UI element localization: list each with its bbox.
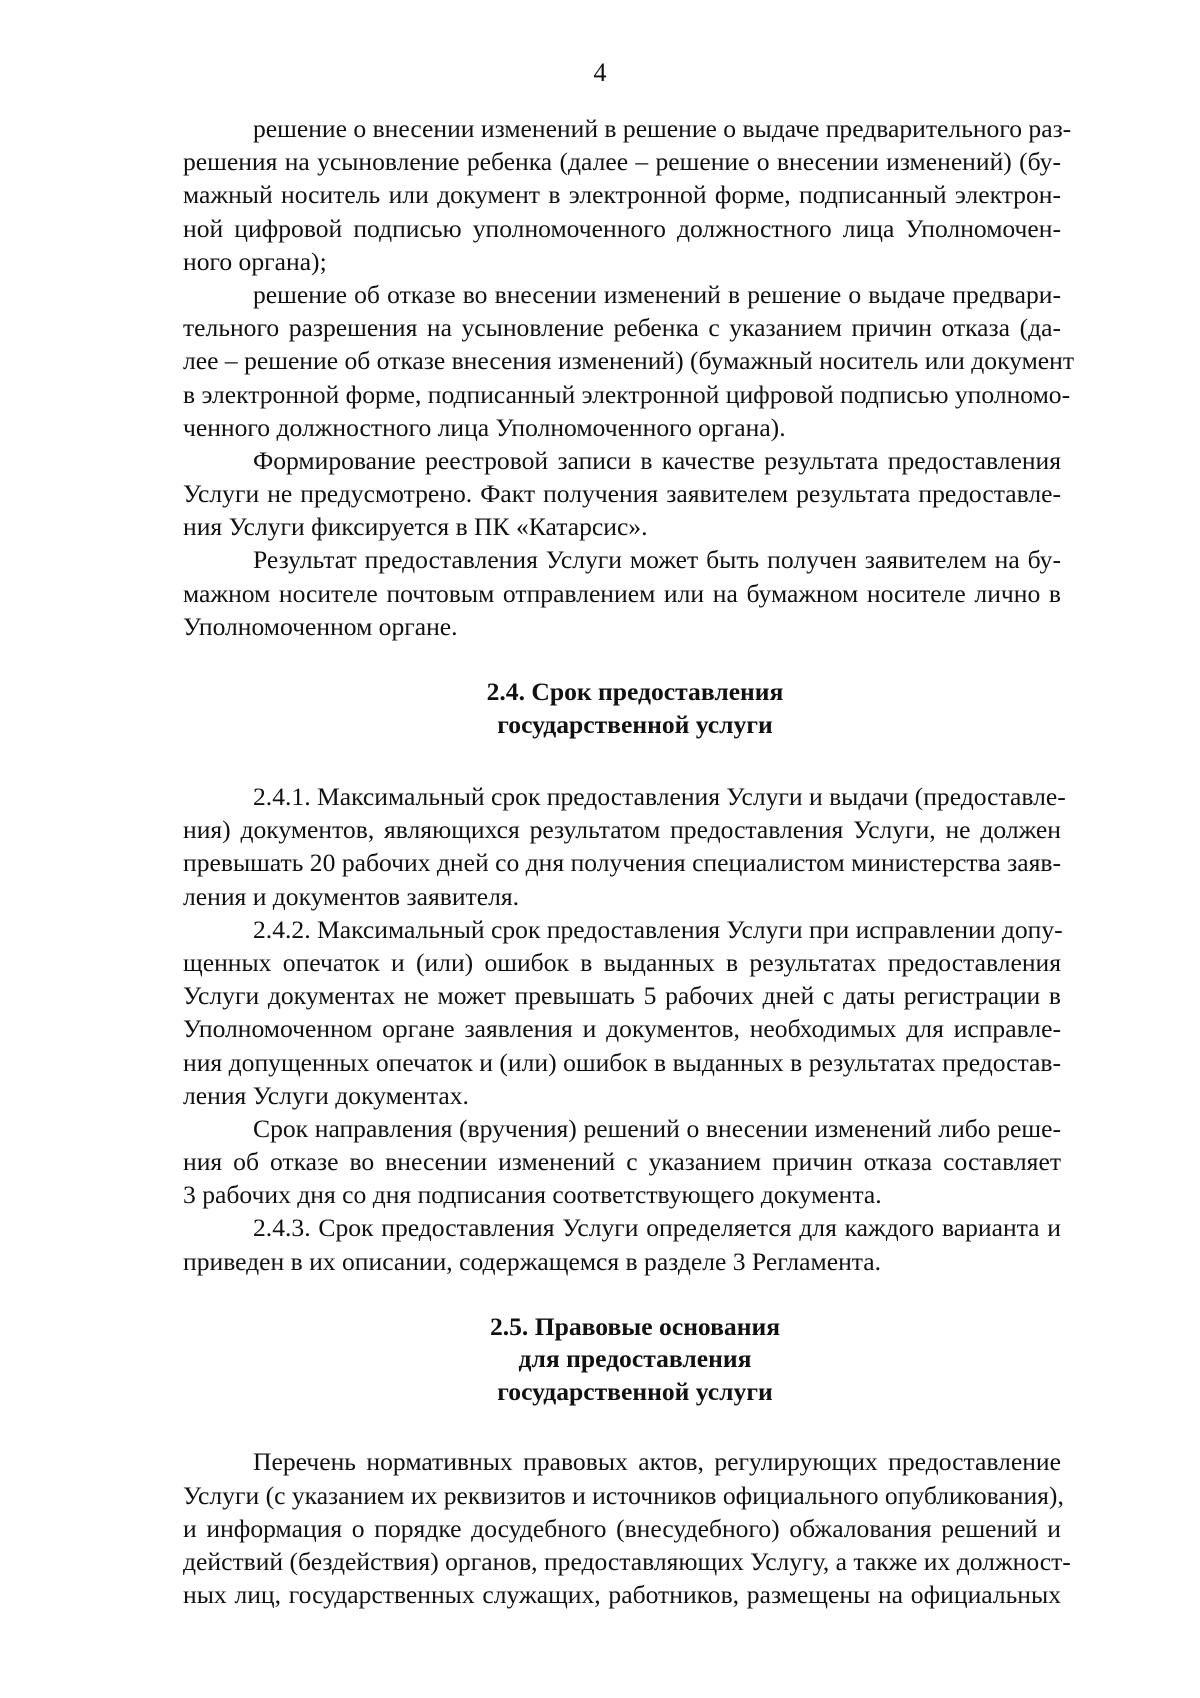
- text-line: действий (бездействия) органов, предоставляющих Услугу, а также их должност-: [183, 1546, 1071, 1576]
- text-line: ния об отказе во внесении изменений с указанием причин отказа составляет: [183, 1147, 1061, 1177]
- text-line: лее – решение об отказе внесения изменений) (бумажный носитель или документ: [183, 346, 1075, 376]
- text-line: решение о внесении изменений в решение о выдаче предварительного раз-: [253, 114, 1072, 143]
- text-line: ления Услуги документах.: [183, 1080, 469, 1110]
- text-line: Формирование реестровой записи в качестве результата предоставления: [253, 445, 1061, 475]
- section-heading-2-4: [183, 676, 1061, 741]
- text-line: Услуги не предусмотрено. Факт получения заявителем результата предоставле-: [183, 479, 1061, 509]
- paragraph: [183, 780, 1066, 913]
- paragraph: [183, 1211, 1061, 1277]
- text-line: Результат предоставления Услуги может быть получен заявителем на бу-: [253, 545, 1061, 575]
- text-line: 2.4.2. Максимальный срок предоставления Услуги при исправлении допу-: [253, 914, 1063, 944]
- paragraph: [183, 543, 1061, 643]
- text-line: ния допущенных опечаток и (или) ошибок в выданных в результатах предостав-: [183, 1047, 1061, 1077]
- section-2-4-paragraphs: [183, 780, 1066, 1278]
- text-line: 2.4.1. Максимальный срок предоставления Услуги и выдачи (предоставле-: [253, 782, 1066, 811]
- text-line: ченного должностного лица Уполномоченного органа).: [183, 412, 786, 442]
- text-line: решение об отказе во внесении изменений в решение о выдаче предвари-: [253, 279, 1061, 309]
- intro-paragraphs: [183, 112, 1075, 643]
- heading-line: государственной услуги: [497, 709, 773, 739]
- section-heading-2-5: [183, 1311, 1061, 1409]
- text-line: ния) документов, являющихся результатом предоставления Услуги, не должен: [183, 815, 1061, 845]
- text-line: ного органа);: [183, 246, 327, 276]
- text-line: ной цифровой подписью уполномоченного должностного лица Уполномочен-: [183, 213, 1061, 243]
- text-line: Услуги (с указанием их реквизитов и источников официального опубликования),: [183, 1480, 1064, 1510]
- heading-line: государственной услуги: [497, 1376, 773, 1406]
- page-number: 4: [593, 58, 607, 87]
- heading-line: для предоставления: [518, 1344, 752, 1374]
- text-line: Срок направления (вручения) решений о внесении изменений либо реше-: [253, 1113, 1061, 1143]
- document-body: [183, 112, 1075, 1611]
- text-line: 2.4.3. Срок предоставления Услуги определяется для каждого варианта и: [253, 1213, 1061, 1243]
- text-line: решения на усыновление ребенка (далее – решение о внесении изменений) (бу-: [183, 147, 1061, 177]
- text-line: приведен в их описании, содержащемся в разделе 3 Регламента.: [183, 1246, 882, 1276]
- text-line: Уполномоченном органе заявления и документов, необходимых для исправле-: [183, 1014, 1061, 1044]
- text-line: Уполномоченном органе.: [183, 611, 458, 641]
- text-line: щенных опечаток и (или) ошибок в выданных в результатах предоставления: [183, 947, 1061, 977]
- text-line: 3 рабочих дня со дня подписания соответствующего документа.: [183, 1180, 882, 1210]
- paragraph: [183, 1445, 1071, 1611]
- section-2-5-paragraphs: [183, 1445, 1071, 1611]
- text-line: мажный носитель или документ в электронной форме, подписанный электрон-: [183, 180, 1061, 210]
- paragraph: [183, 278, 1075, 444]
- text-line: ных лиц, государственных служащих, работников, размещены на официальных: [183, 1580, 1061, 1610]
- heading-line: 2.4. Срок предоставления: [486, 677, 784, 706]
- text-line: Услуги документах не может превышать 5 рабочих дней с даты регистрации в: [183, 981, 1061, 1011]
- text-line: и информация о порядке досудебного (внесудебного) обжалования решений и: [183, 1513, 1061, 1543]
- paragraph: [183, 913, 1061, 1112]
- text-line: превышать 20 рабочих дней со дня получения специалистом министерства заяв-: [183, 848, 1061, 878]
- text-line: ния Услуги фиксируется в ПК «Катарсис».: [183, 512, 648, 542]
- text-line: Перечень нормативных правовых актов, регулирующих предоставление: [253, 1447, 1061, 1477]
- heading-line: 2.5. Правовые основания: [489, 1311, 781, 1341]
- text-line: тельного разрешения на усыновление ребенка с указанием причин отказа (да-: [183, 313, 1061, 343]
- text-line: мажном носителе почтовым отправлением или на бумажном носителе лично в: [183, 578, 1061, 608]
- paragraph: [183, 1112, 1061, 1212]
- paragraph: [183, 112, 1072, 278]
- text-line: ления и документов заявителя.: [183, 881, 520, 911]
- paragraph: [183, 444, 1061, 544]
- text-line: в электронной форме, подписанный электронной цифровой подписью уполномо-: [183, 379, 1071, 409]
